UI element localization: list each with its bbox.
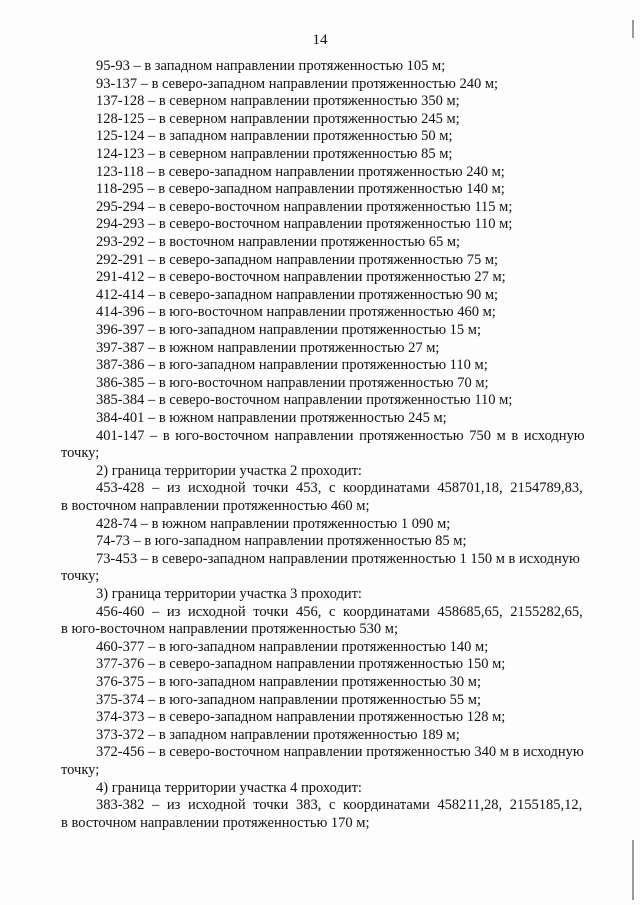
text-line: 93-137 – в северо-западном направлении протяженностью 240 м;	[96, 75, 499, 92]
text-line: 374-373 – в северо-западном направлении протяженностью 128 м;	[96, 709, 506, 726]
text-line: 291-412 – в северо-восточном направлении протяженностью 27 м;	[96, 269, 506, 286]
text-line: 123-118 – в северо-западном направлении протяженностью 240 м;	[96, 163, 505, 180]
page-number: 14	[312, 32, 328, 48]
text-line: 294-293 – в северо-восточном направлении протяженностью 110 м;	[96, 216, 513, 233]
text-line: в юго-восточном направлении протяженностью 530 м;	[61, 621, 398, 638]
text-line: 397-387 – в южном направлении протяженностью 27 м;	[96, 339, 440, 356]
text-line: 125-124 – в западном направлении протяженностью 50 м;	[96, 128, 453, 145]
text-line: 292-291 – в северо-западном направлении протяженностью 75 м;	[96, 251, 499, 268]
text-line: 414-396 – в юго-восточном направлении протяженностью 460 м;	[96, 304, 496, 321]
scan-edge-mark	[632, 840, 634, 900]
text-line: 373-372 – в западном направлении протяженностью 189 м;	[96, 726, 460, 743]
text-line: 401-147 – в юго-восточном направлении протяженностью 750 м в исходную	[96, 427, 585, 444]
text-line: 428-74 – в южном направлении протяженностью 1 090 м;	[96, 515, 451, 532]
text-line: 385-384 – в северо-восточном направлении протяженностью 110 м;	[96, 392, 513, 409]
text-line: 124-123 – в северном направлении протяженностью 85 м;	[96, 146, 453, 162]
scan-edge-mark	[632, 20, 634, 38]
text-line: 74-73 – в юго-западном направлении протяженностью 85 м;	[96, 533, 467, 550]
text-line: 375-374 – в юго-западном направлении протяженностью 55 м;	[96, 691, 482, 708]
text-line: 376-375 – в юго-западном направлении протяженностью 30 м;	[96, 674, 482, 690]
text-line: 383-382 – из исходной точки 383, с координатами 458211,28, 2155185,12,	[96, 797, 583, 814]
text-line: точку;	[61, 445, 100, 462]
text-line: 453-428 – из исходной точки 453, с координатами 458701,18, 2154789,83,	[96, 480, 583, 497]
text-line: 95-93 – в западном направлении протяженностью 105 м;	[96, 58, 446, 74]
text-line: 73-453 – в северо-западном направлении протяженностью 1 150 м в исходную	[96, 550, 580, 567]
text-line: 387-386 – в юго-западном направлении протяженностью 110 м;	[96, 357, 488, 374]
text-line: 295-294 – в северо-восточном направлении протяженностью 115 м;	[96, 198, 513, 215]
text-line: точку;	[61, 568, 100, 585]
text-line: точку;	[61, 762, 100, 778]
text-line: в восточном направлении протяженностью 170 м;	[61, 814, 370, 831]
text-line: 456-460 – из исходной точки 456, с координатами 458685,65, 2155282,65,	[96, 603, 583, 620]
section-heading: 2) граница территории участка 2 проходит:	[96, 462, 362, 479]
text-line: 386-385 – в юго-восточном направлении протяженностью 70 м;	[96, 374, 489, 391]
text-line: 118-295 – в северо-западном направлении протяженностью 140 м;	[96, 181, 505, 198]
text-line: 384-401 – в южном направлении протяженностью 245 м;	[96, 410, 447, 426]
text-line: 377-376 – в северо-западном направлении протяженностью 150 м;	[96, 656, 506, 673]
text-line: 137-128 – в северном направлении протяженностью 350 м;	[96, 93, 460, 110]
text-line: 396-397 – в юго-западном направлении протяженностью 15 м;	[96, 322, 482, 338]
text-line: 128-125 – в северном направлении протяженностью 245 м;	[96, 110, 460, 127]
text-line: 293-292 – в восточном направлении протяженностью 65 м;	[96, 234, 461, 250]
text-line: 412-414 – в северо-западном направлении протяженностью 90 м;	[96, 286, 499, 303]
text-line: в восточном направлении протяженностью 460 м;	[61, 498, 370, 514]
section-heading: 4) граница территории участка 4 проходит:	[96, 779, 362, 796]
section-heading: 3) граница территории участка 3 проходит:	[96, 586, 362, 602]
text-line: 372-456 – в северо-восточном направлении протяженностью 340 м в исходную	[96, 744, 584, 761]
text-line: 460-377 – в юго-западном направлении протяженностью 140 м;	[96, 638, 489, 655]
